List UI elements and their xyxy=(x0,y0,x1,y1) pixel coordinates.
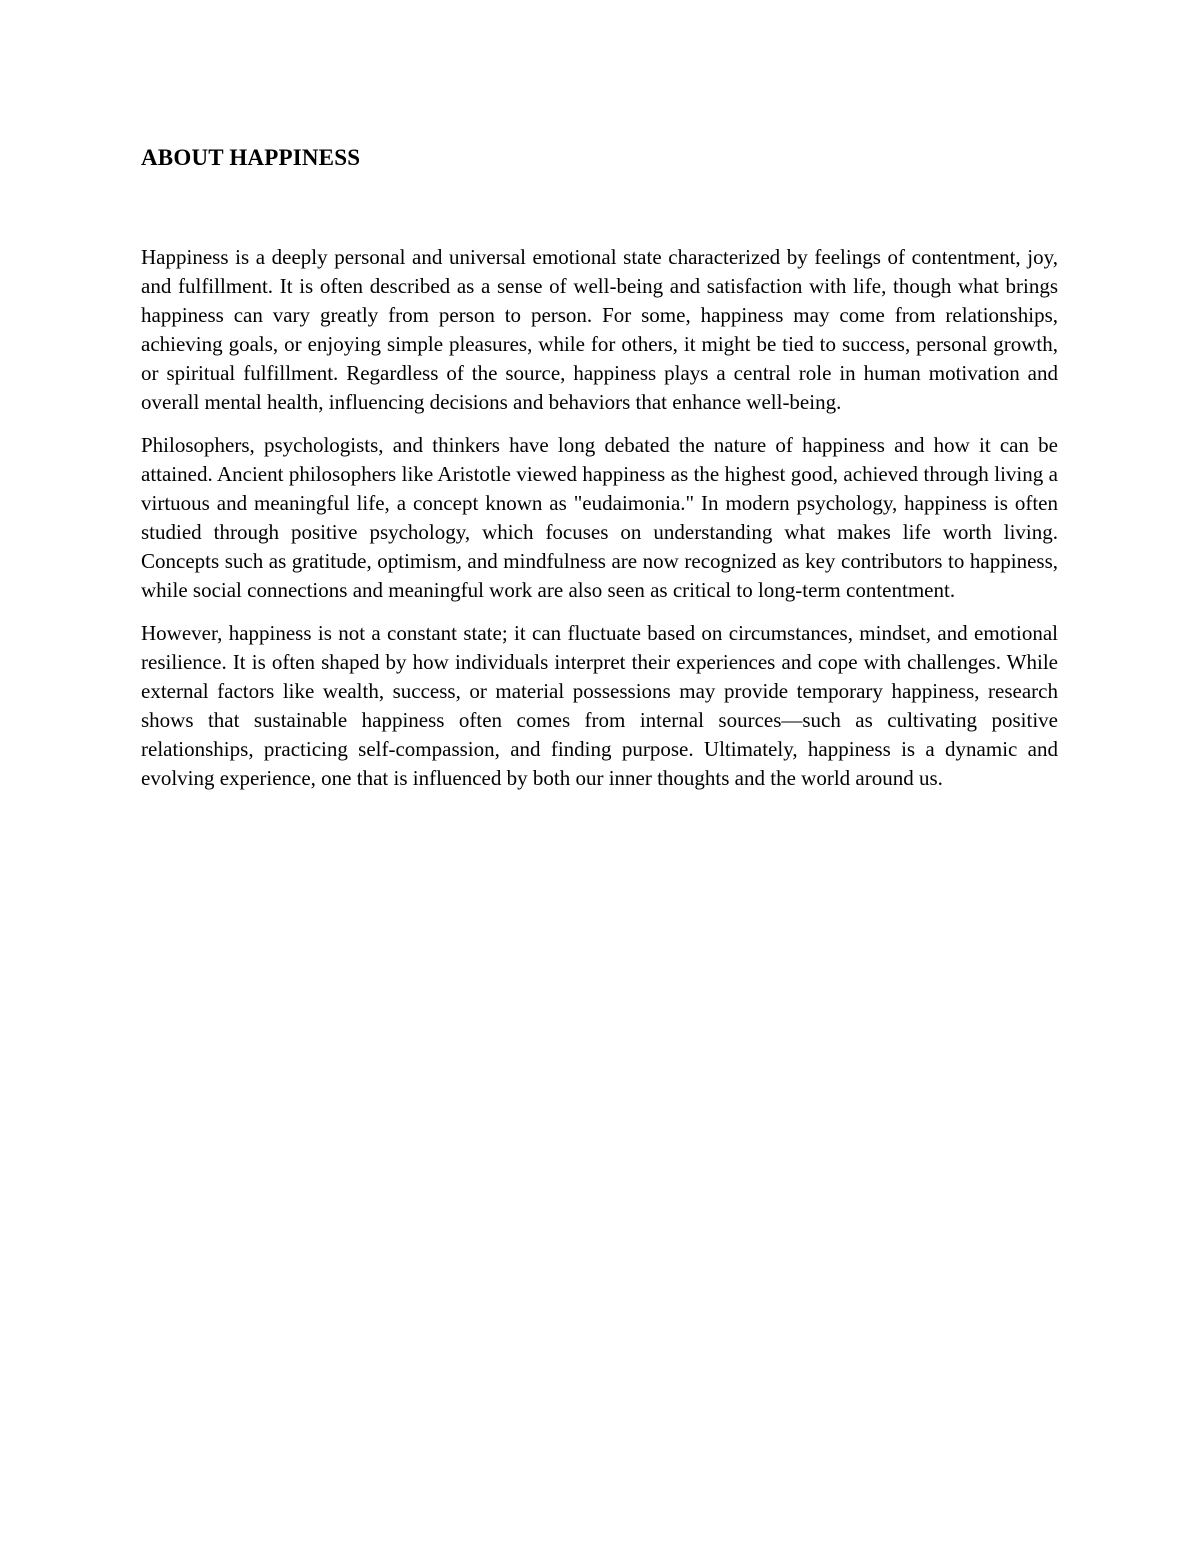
paragraph-3: However, happiness is not a constant state; it can fluctuate based on circumstances, mindset, and emotional resilience. It is often shaped by how individuals interpret their experiences and cope with challenges. While external factors like wealth, success, or material possessions may provide temporary happiness, research shows that sustainable happiness often comes from internal sources—such as cultivating positive relationships, practicing self-compassion, and finding purpose. Ultimately, happiness is a dynamic and evolving experience, one that is influenced by both our inner thoughts and the world around us. xyxy=(141,621,1058,790)
document-body xyxy=(141,243,1058,793)
document-content xyxy=(141,140,1058,807)
paragraph-2: Philosophers, psychologists, and thinkers have long debated the nature of happiness and how it can be attained. Ancient philosophers like Aristotle viewed happiness as the highest good, achieved through living a virtuous and meaningful life, a concept known as "eudaimonia." In modern psychology, happiness is often studied through positive psychology, which focuses on understanding what makes life worth living. Concepts such as gratitude, optimism, and mindfulness are now recognized as key contributors to happiness, while social connections and meaningful work are also seen as critical to long-term contentment. xyxy=(141,433,1058,602)
document-title: ABOUT HAPPINESS xyxy=(141,145,361,170)
paragraph-1: Happiness is a deeply personal and universal emotional state characterized by feelings of contentment, joy, and fulfillment. It is often described as a sense of well-being and satisfaction with life, though what brings happiness can vary greatly from person to person. For some, happiness may come from relationships, achieving goals, or enjoying simple pleasures, while for others, it might be tied to success, personal growth, or spiritual fulfillment. Regardless of the source, happiness plays a central role in human motivation and overall mental health, influencing decisions and behaviors that enhance well-being. xyxy=(141,245,1058,414)
